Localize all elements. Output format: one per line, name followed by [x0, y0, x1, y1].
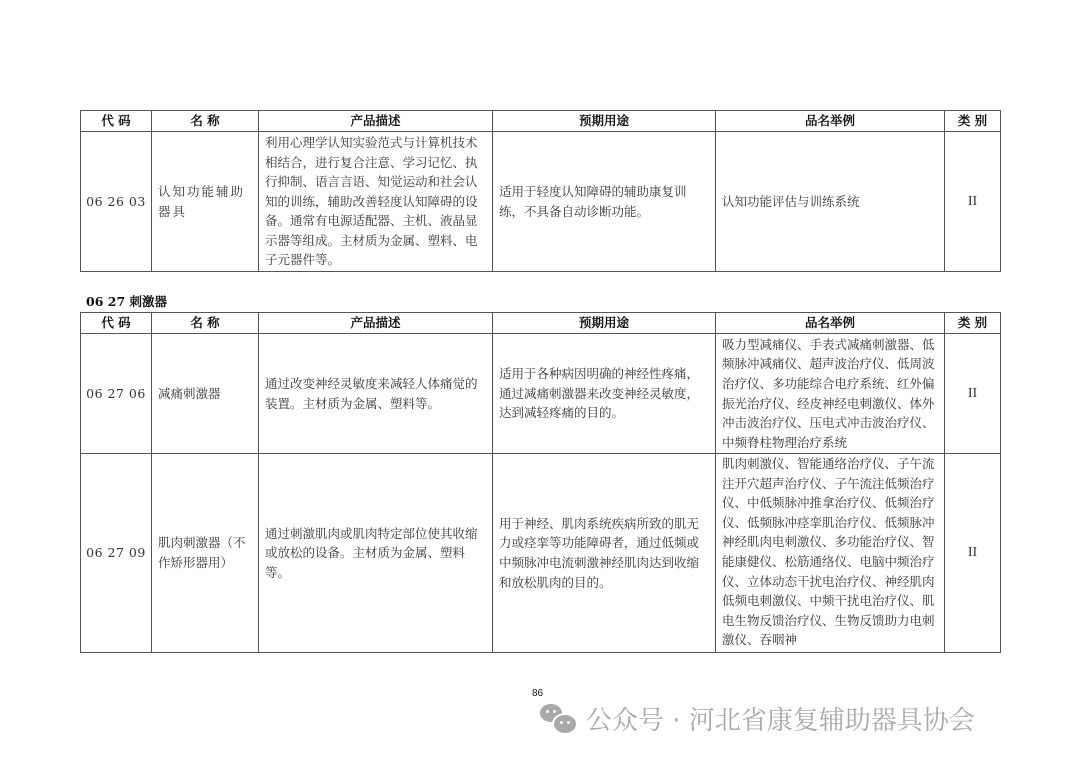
table-header-row [81, 313, 1001, 334]
header-class: 类 别 [945, 313, 1001, 334]
header-code: 代 码 [81, 313, 152, 334]
watermark [540, 700, 975, 737]
cell-description: 利用心理学认知实验范式与计算机技术相结合，进行复合注意、学习记忆、执行抑制、语言言语、知觉运动和社会认知的训练，辅助改善轻度认知障碍的设备。通常有电源适配器、主机、液晶显示器等组成。主材质为金属、塑料、电子元器件等。 [259, 132, 493, 272]
cell-examples: 肌肉刺激仪、智能通络治疗仪、子午流注开穴超声治疗仪、子午流注低频治疗仪、中低频脉冲推拿治疗仪、低频治疗仪、低频脉冲痉挛肌治疗仪、低频脉冲神经肌肉电刺激仪、多功能治疗仪、智能康健仪、松筋通络仪、电脑中频治疗仪、立体动态干扰电治疗仪、神经肌肉低频电刺激仪、中频干扰电治疗仪、肌电生物反馈治疗仪、生物反馈助力电刺激仪、吞咽神 [716, 454, 945, 653]
cell-intended-use: 用于神经、肌肉系统疾病所致的肌无力或痉挛等功能障碍者，通过低频或中频脉冲电流刺激神经肌肉达到收缩和放松肌肉的目的。 [493, 454, 716, 653]
watermark-text: 公众号 · 河北省康复辅助器具协会 [586, 706, 975, 736]
table-header-row [81, 111, 1001, 132]
section-title: 06 27 刺激器 [86, 294, 167, 309]
cell-code: 06 27 09 [81, 454, 152, 653]
cell-class: II [945, 334, 1001, 454]
cell-name: 减痛刺激器 [152, 334, 259, 454]
wechat-icon [540, 704, 576, 734]
cell-code: 06 26 03 [81, 132, 152, 272]
cell-class: II [945, 454, 1001, 653]
catalog-table-0626 [80, 110, 1001, 272]
cell-intended-use: 适用于各种病因明确的神经性疼痛，通过减痛刺激器来改变神经灵敏度，达到减轻疼痛的目的。 [493, 334, 716, 454]
cell-examples: 认知功能评估与训练系统 [716, 132, 945, 272]
header-name: 名 称 [152, 313, 259, 334]
header-examples: 品名举例 [716, 313, 945, 334]
header-examples: 品名举例 [716, 111, 945, 132]
cell-description: 通过刺激肌肉或肌肉特定部位使其收缩或放松的设备。主材质为金属、塑料等。 [259, 454, 493, 653]
header-intended-use: 预期用途 [493, 313, 716, 334]
cell-class: II [945, 132, 1001, 272]
header-description: 产品描述 [259, 313, 493, 334]
cell-name: 肌肉刺激器（不作矫形器用） [152, 454, 259, 653]
table-row [81, 132, 1001, 272]
table-row [81, 334, 1001, 454]
header-class: 类 别 [945, 111, 1001, 132]
cell-name: 认知功能辅助器具 [152, 132, 259, 272]
cell-examples: 吸力型减痛仪、手表式减痛刺激器、低频脉冲减痛仪、超声波治疗仪、低周波治疗仪、多功能综合电疗系统、红外偏振光治疗仪、经皮神经电刺激仪、体外冲击波治疗仪、压电式冲击波治疗仪、中频脊柱物理治疗系统 [716, 334, 945, 454]
header-name: 名 称 [152, 111, 259, 132]
table-row [81, 454, 1001, 653]
header-description: 产品描述 [259, 111, 493, 132]
header-intended-use: 预期用途 [493, 111, 716, 132]
catalog-table-0627 [80, 312, 1001, 653]
cell-code: 06 27 06 [81, 334, 152, 454]
page-number: 86 [532, 688, 544, 699]
cell-description: 通过改变神经灵敏度来减轻人体痛觉的装置。主材质为金属、塑料等。 [259, 334, 493, 454]
header-code: 代 码 [81, 111, 152, 132]
cell-intended-use: 适用于轻度认知障碍的辅助康复训练，不具备自动诊断功能。 [493, 132, 716, 272]
